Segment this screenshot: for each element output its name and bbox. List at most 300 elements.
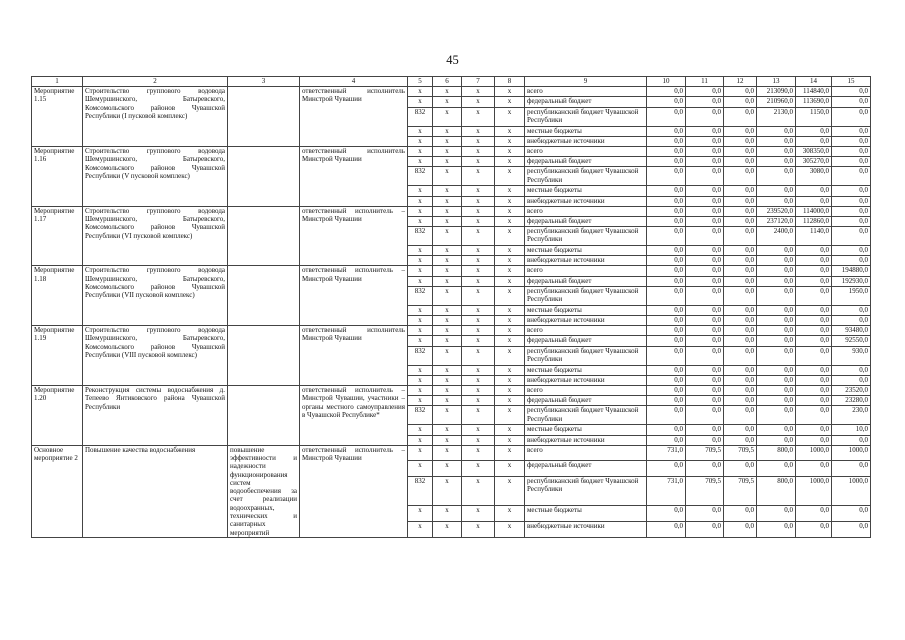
amount-cell: 0,0	[724, 216, 757, 226]
amount-cell: 0,0	[796, 506, 832, 522]
code-cell-c8: x	[495, 227, 525, 246]
code-cell-c7: x	[462, 196, 495, 206]
amount-cell: 0,0	[757, 256, 796, 266]
code-cell-c5: x	[408, 396, 433, 406]
code-cell-c8: x	[495, 126, 525, 136]
code-cell-c7: x	[462, 346, 495, 365]
code-cell-c5: x	[408, 186, 433, 196]
funding-source: всего	[525, 326, 647, 336]
code-cell-c6: x	[433, 87, 462, 97]
amount-cell: 237120,0	[757, 216, 796, 226]
code-cell-c8: x	[495, 206, 525, 216]
amount-cell: 92550,0	[832, 336, 871, 346]
code-cell-c8: x	[495, 276, 525, 286]
amount-cell: 112860,0	[796, 216, 832, 226]
amount-cell: 0,0	[832, 375, 871, 385]
column-number-row	[32, 77, 871, 87]
amount-cell: 0,0	[724, 326, 757, 336]
code-cell-c7: x	[462, 506, 495, 522]
amount-cell: 0,0	[832, 435, 871, 445]
code-cell-c7: x	[462, 326, 495, 336]
amount-cell: 0,0	[757, 522, 796, 538]
page-number: 45	[446, 53, 459, 67]
measure-executor: ответственный исполнитель – Минстрой Чувашии	[300, 266, 408, 326]
code-cell-c5: x	[408, 522, 433, 538]
table-body	[32, 77, 871, 538]
code-cell-c6: x	[433, 227, 462, 246]
amount-cell: 1000,0	[796, 445, 832, 461]
amount-cell: 0,0	[796, 286, 832, 305]
code-cell-c7: x	[462, 336, 495, 346]
amount-cell: 709,5	[686, 477, 724, 506]
code-cell-c5: x	[408, 461, 433, 477]
code-cell-c6: x	[433, 425, 462, 435]
code-cell-c5: x	[408, 326, 433, 336]
measure-goal: повышение эффективности и надежности функционирования систем водообеспечения за счет реализации водоохранных, технических и санитарных мероприятий	[228, 445, 300, 537]
amount-cell: 0,0	[724, 146, 757, 156]
code-cell-c8: x	[495, 316, 525, 326]
code-cell-c5: x	[408, 506, 433, 522]
amount-cell: 0,0	[686, 506, 724, 522]
amount-cell: 0,0	[647, 506, 686, 522]
funding-source: внебюджетные источники	[525, 522, 647, 538]
code-cell-c5: x	[408, 216, 433, 226]
measure-id: Мероприятие 1.20	[32, 385, 83, 445]
code-cell-c6: x	[433, 107, 462, 126]
amount-cell: 0,0	[647, 216, 686, 226]
funding-source: федеральный бюджет	[525, 336, 647, 346]
amount-cell: 0,0	[832, 126, 871, 136]
amount-cell: 0,0	[686, 316, 724, 326]
amount-cell: 0,0	[832, 305, 871, 315]
amount-cell: 0,0	[832, 256, 871, 266]
code-cell-c5: x	[408, 316, 433, 326]
table-row	[32, 266, 871, 276]
amount-cell: 0,0	[647, 246, 686, 256]
amount-cell: 0,0	[686, 196, 724, 206]
amount-cell: 731,0	[647, 477, 686, 506]
amount-cell: 0,0	[796, 346, 832, 365]
code-cell-c7: x	[462, 425, 495, 435]
code-cell-c5: 832	[408, 107, 433, 126]
amount-cell: 0,0	[647, 435, 686, 445]
code-cell-c8: x	[495, 425, 525, 435]
code-cell-c6: x	[433, 186, 462, 196]
table-row	[32, 146, 871, 156]
code-cell-c6: x	[433, 126, 462, 136]
amount-cell: 0,0	[832, 506, 871, 522]
measure-goal	[228, 146, 300, 206]
amount-cell: 0,0	[686, 385, 724, 395]
amount-cell: 0,0	[686, 461, 724, 477]
amount-cell: 0,0	[686, 336, 724, 346]
amount-cell: 0,0	[832, 97, 871, 107]
measure-goal	[228, 87, 300, 147]
code-cell-c8: x	[495, 396, 525, 406]
funding-source: всего	[525, 445, 647, 461]
code-cell-c5: x	[408, 196, 433, 206]
amount-cell: 0,0	[647, 336, 686, 346]
code-cell-c6: x	[433, 286, 462, 305]
amount-cell: 0,0	[796, 186, 832, 196]
amount-cell: 0,0	[686, 346, 724, 365]
funding-source: местные бюджеты	[525, 365, 647, 375]
code-cell-c8: x	[495, 506, 525, 522]
measure-executor: ответственный исполнитель – Минстрой Чувашии	[300, 445, 408, 537]
amount-cell: 0,0	[647, 206, 686, 216]
column-number-12: 12	[724, 77, 757, 87]
amount-cell: 0,0	[647, 375, 686, 385]
column-number-5: 5	[408, 77, 433, 87]
amount-cell: 0,0	[796, 256, 832, 266]
amount-cell: 0,0	[757, 157, 796, 167]
amount-cell: 0,0	[647, 385, 686, 395]
amount-cell: 0,0	[832, 136, 871, 146]
amount-cell: 23280,0	[832, 396, 871, 406]
code-cell-c8: x	[495, 186, 525, 196]
amount-cell: 0,0	[757, 336, 796, 346]
amount-cell: 1150,0	[796, 107, 832, 126]
amount-cell: 0,0	[796, 305, 832, 315]
amount-cell: 0,0	[832, 246, 871, 256]
amount-cell: 0,0	[686, 435, 724, 445]
amount-cell: 0,0	[832, 365, 871, 375]
amount-cell: 0,0	[796, 266, 832, 276]
amount-cell: 0,0	[724, 305, 757, 315]
amount-cell: 10,0	[832, 425, 871, 435]
amount-cell: 0,0	[647, 276, 686, 286]
amount-cell: 0,0	[686, 157, 724, 167]
amount-cell: 0,0	[686, 375, 724, 385]
amount-cell: 709,5	[724, 445, 757, 461]
amount-cell: 0,0	[686, 216, 724, 226]
funding-source: федеральный бюджет	[525, 461, 647, 477]
code-cell-c5: 832	[408, 477, 433, 506]
code-cell-c7: x	[462, 445, 495, 461]
funding-source: местные бюджеты	[525, 506, 647, 522]
amount-cell: 0,0	[724, 167, 757, 186]
code-cell-c6: x	[433, 216, 462, 226]
amount-cell: 0,0	[724, 365, 757, 375]
measure-executor: ответственный исполнитель – Минстрой Чувашии, участники – органы местного самоуправления в Чувашской Республике*	[300, 385, 408, 445]
code-cell-c8: x	[495, 375, 525, 385]
amount-cell: 0,0	[647, 522, 686, 538]
amount-cell: 230,0	[832, 406, 871, 425]
table-row	[32, 445, 871, 461]
amount-cell: 0,0	[724, 266, 757, 276]
amount-cell: 2130,0	[757, 107, 796, 126]
column-number-8: 8	[495, 77, 525, 87]
amount-cell: 0,0	[757, 506, 796, 522]
column-number-11: 11	[686, 77, 724, 87]
amount-cell: 930,0	[832, 346, 871, 365]
code-cell-c7: x	[462, 87, 495, 97]
amount-cell: 0,0	[757, 286, 796, 305]
code-cell-c8: x	[495, 246, 525, 256]
measure-goal	[228, 266, 300, 326]
column-number-13: 13	[757, 77, 796, 87]
measure-id: Мероприятие 1.18	[32, 266, 83, 326]
amount-cell: 0,0	[724, 126, 757, 136]
amount-cell: 0,0	[796, 365, 832, 375]
amount-cell: 0,0	[724, 227, 757, 246]
amount-cell: 0,0	[757, 425, 796, 435]
funding-source: внебюджетные источники	[525, 256, 647, 266]
amount-cell: 1000,0	[796, 477, 832, 506]
amount-cell: 0,0	[796, 316, 832, 326]
amount-cell: 0,0	[796, 136, 832, 146]
amount-cell: 709,5	[724, 477, 757, 506]
code-cell-c8: x	[495, 346, 525, 365]
amount-cell: 114840,0	[796, 87, 832, 97]
amount-cell: 0,0	[757, 186, 796, 196]
code-cell-c8: x	[495, 87, 525, 97]
amount-cell: 0,0	[724, 196, 757, 206]
amount-cell: 0,0	[647, 346, 686, 365]
code-cell-c6: x	[433, 157, 462, 167]
code-cell-c6: x	[433, 375, 462, 385]
measure-title: Реконструкция системы водоснабжения д. Тепеево Янтиковского района Чувашской Республики	[83, 385, 228, 445]
amount-cell: 0,0	[724, 286, 757, 305]
amount-cell: 0,0	[647, 316, 686, 326]
amount-cell: 0,0	[724, 97, 757, 107]
code-cell-c5: x	[408, 305, 433, 315]
funding-source: местные бюджеты	[525, 126, 647, 136]
code-cell-c7: x	[462, 396, 495, 406]
code-cell-c7: x	[462, 477, 495, 506]
amount-cell: 0,0	[647, 227, 686, 246]
amount-cell: 0,0	[757, 385, 796, 395]
code-cell-c6: x	[433, 266, 462, 276]
amount-cell: 0,0	[757, 406, 796, 425]
amount-cell: 0,0	[757, 375, 796, 385]
amount-cell: 0,0	[686, 246, 724, 256]
funding-source: федеральный бюджет	[525, 276, 647, 286]
code-cell-c7: x	[462, 461, 495, 477]
amount-cell: 0,0	[686, 136, 724, 146]
code-cell-c6: x	[433, 97, 462, 107]
funding-source: федеральный бюджет	[525, 157, 647, 167]
funding-source: республиканский бюджет Чувашской Республики	[525, 107, 647, 126]
amount-cell: 0,0	[724, 506, 757, 522]
code-cell-c5: x	[408, 206, 433, 216]
code-cell-c8: x	[495, 157, 525, 167]
amount-cell: 0,0	[647, 305, 686, 315]
code-cell-c7: x	[462, 216, 495, 226]
funding-source: всего	[525, 385, 647, 395]
funding-source: всего	[525, 146, 647, 156]
amount-cell: 0,0	[724, 461, 757, 477]
code-cell-c7: x	[462, 385, 495, 395]
amount-cell: 0,0	[724, 186, 757, 196]
funding-source: республиканский бюджет Чувашской Республики	[525, 286, 647, 305]
amount-cell: 0,0	[647, 87, 686, 97]
code-cell-c5: x	[408, 136, 433, 146]
measure-id: Мероприятие 1.17	[32, 206, 83, 266]
code-cell-c5: 832	[408, 406, 433, 425]
amount-cell: 0,0	[757, 305, 796, 315]
measure-id: Мероприятие 1.15	[32, 87, 83, 147]
amount-cell: 800,0	[757, 477, 796, 506]
amount-cell: 0,0	[757, 146, 796, 156]
code-cell-c8: x	[495, 305, 525, 315]
code-cell-c5: 832	[408, 167, 433, 186]
code-cell-c8: x	[495, 326, 525, 336]
amount-cell: 0,0	[724, 425, 757, 435]
amount-cell: 0,0	[796, 461, 832, 477]
amount-cell: 0,0	[832, 167, 871, 186]
code-cell-c8: x	[495, 146, 525, 156]
code-cell-c7: x	[462, 256, 495, 266]
amount-cell: 0,0	[647, 286, 686, 305]
amount-cell: 0,0	[724, 316, 757, 326]
code-cell-c8: x	[495, 256, 525, 266]
measure-title: Строительство группового водовода Шемуршинского, Батыревского, Комсомольского районов Чувашской Республики (VII пусковой комплекс)	[83, 266, 228, 326]
funding-source: республиканский бюджет Чувашской Республики	[525, 346, 647, 365]
code-cell-c6: x	[433, 136, 462, 146]
amount-cell: 0,0	[832, 87, 871, 97]
amount-cell: 0,0	[832, 206, 871, 216]
amount-cell: 23520,0	[832, 385, 871, 395]
amount-cell: 0,0	[724, 276, 757, 286]
funding-source: местные бюджеты	[525, 186, 647, 196]
measure-executor: ответственный исполнитель – Минстрой Чувашии	[300, 206, 408, 266]
amount-cell: 0,0	[724, 246, 757, 256]
amount-cell: 0,0	[686, 126, 724, 136]
code-cell-c7: x	[462, 276, 495, 286]
code-cell-c6: x	[433, 385, 462, 395]
amount-cell: 0,0	[686, 326, 724, 336]
measure-executor: ответственный исполнитель Минстрой Чувашии	[300, 326, 408, 386]
code-cell-c6: x	[433, 461, 462, 477]
amount-cell: 0,0	[724, 406, 757, 425]
amount-cell: 0,0	[724, 336, 757, 346]
code-cell-c6: x	[433, 196, 462, 206]
code-cell-c6: x	[433, 435, 462, 445]
amount-cell: 0,0	[757, 167, 796, 186]
funding-source: внебюджетные источники	[525, 435, 647, 445]
code-cell-c5: x	[408, 375, 433, 385]
code-cell-c5: 832	[408, 286, 433, 305]
column-number-3: 3	[228, 77, 300, 87]
code-cell-c7: x	[462, 227, 495, 246]
amount-cell: 0,0	[686, 146, 724, 156]
amount-cell: 239520,0	[757, 206, 796, 216]
funding-source: местные бюджеты	[525, 246, 647, 256]
code-cell-c6: x	[433, 206, 462, 216]
measure-title: Повышение качества водоснабжения	[83, 445, 228, 537]
code-cell-c7: x	[462, 206, 495, 216]
amount-cell: 0,0	[796, 196, 832, 206]
amount-cell: 0,0	[686, 365, 724, 375]
amount-cell: 0,0	[724, 346, 757, 365]
amount-cell: 0,0	[724, 522, 757, 538]
amount-cell: 0,0	[796, 396, 832, 406]
budget-table	[31, 76, 871, 538]
code-cell-c8: x	[495, 477, 525, 506]
code-cell-c7: x	[462, 316, 495, 326]
measure-goal	[228, 385, 300, 445]
code-cell-c6: x	[433, 316, 462, 326]
code-cell-c5: x	[408, 126, 433, 136]
code-cell-c5: x	[408, 385, 433, 395]
code-cell-c6: x	[433, 522, 462, 538]
amount-cell: 0,0	[796, 406, 832, 425]
amount-cell: 308350,0	[796, 146, 832, 156]
amount-cell: 0,0	[686, 227, 724, 246]
code-cell-c8: x	[495, 266, 525, 276]
amount-cell: 0,0	[832, 522, 871, 538]
amount-cell: 0,0	[647, 126, 686, 136]
amount-cell: 0,0	[757, 246, 796, 256]
amount-cell: 0,0	[724, 385, 757, 395]
funding-source: внебюджетные источники	[525, 136, 647, 146]
amount-cell: 0,0	[724, 87, 757, 97]
code-cell-c8: x	[495, 97, 525, 107]
amount-cell: 0,0	[757, 346, 796, 365]
amount-cell: 0,0	[647, 396, 686, 406]
amount-cell: 1000,0	[832, 477, 871, 506]
code-cell-c6: x	[433, 146, 462, 156]
column-number-9: 9	[525, 77, 647, 87]
funding-source: республиканский бюджет Чувашской Республики	[525, 406, 647, 425]
amount-cell: 0,0	[796, 246, 832, 256]
code-cell-c7: x	[462, 97, 495, 107]
amount-cell: 0,0	[647, 97, 686, 107]
column-number-1: 1	[32, 77, 83, 87]
measure-executor: ответственный исполнитель Минстрой Чувашии	[300, 87, 408, 147]
code-cell-c8: x	[495, 216, 525, 226]
amount-cell: 0,0	[757, 196, 796, 206]
code-cell-c5: x	[408, 276, 433, 286]
amount-cell: 0,0	[757, 266, 796, 276]
funding-source: всего	[525, 266, 647, 276]
column-number-10: 10	[647, 77, 686, 87]
amount-cell: 0,0	[796, 375, 832, 385]
amount-cell: 0,0	[757, 461, 796, 477]
code-cell-c8: x	[495, 336, 525, 346]
amount-cell: 0,0	[647, 326, 686, 336]
amount-cell: 0,0	[832, 196, 871, 206]
code-cell-c7: x	[462, 266, 495, 276]
amount-cell: 0,0	[724, 396, 757, 406]
amount-cell: 3080,0	[796, 167, 832, 186]
measure-title: Строительство группового водовода Шемуршинского, Батыревского, Комсомольского районов Чувашской Республики (VIII пусковой комплекс)	[83, 326, 228, 386]
amount-cell: 0,0	[724, 206, 757, 216]
code-cell-c7: x	[462, 167, 495, 186]
amount-cell: 731,0	[647, 445, 686, 461]
amount-cell: 0,0	[724, 157, 757, 167]
funding-source: местные бюджеты	[525, 305, 647, 315]
code-cell-c7: x	[462, 375, 495, 385]
code-cell-c8: x	[495, 286, 525, 305]
code-cell-c7: x	[462, 107, 495, 126]
amount-cell: 0,0	[832, 227, 871, 246]
amount-cell: 0,0	[724, 375, 757, 385]
code-cell-c7: x	[462, 286, 495, 305]
funding-source: федеральный бюджет	[525, 396, 647, 406]
amount-cell: 0,0	[832, 107, 871, 126]
amount-cell: 0,0	[724, 107, 757, 126]
code-cell-c8: x	[495, 196, 525, 206]
code-cell-c8: x	[495, 445, 525, 461]
amount-cell: 0,0	[757, 396, 796, 406]
code-cell-c7: x	[462, 136, 495, 146]
amount-cell: 0,0	[686, 87, 724, 97]
measure-title: Строительство группового водовода Шемуршинского, Батыревского, Комсомольского районов Чувашской Республики (I пусковой комплекс)	[83, 87, 228, 147]
amount-cell: 210960,0	[757, 97, 796, 107]
amount-cell: 0,0	[686, 276, 724, 286]
